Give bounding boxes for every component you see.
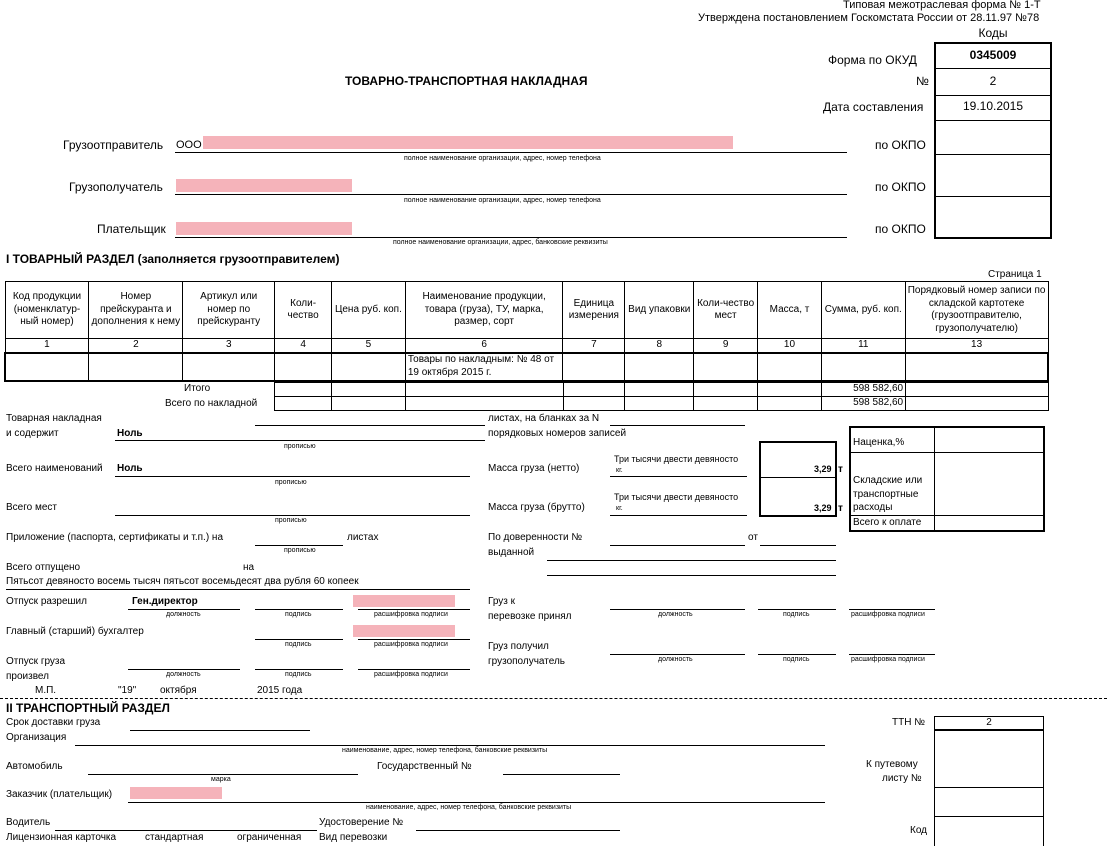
- markup-label: Наценка,%: [853, 437, 905, 448]
- redaction-consignee: [176, 179, 352, 192]
- director-position: Ген.директор: [132, 596, 198, 607]
- gross-mass-words: Три тысячи двести девяносто: [614, 492, 739, 502]
- car-label: Автомобиль: [6, 761, 63, 772]
- redaction-director: [353, 595, 455, 607]
- release-allowed-label: Отпуск разрешил: [6, 596, 87, 607]
- customer-label: Заказчик (плательщик): [6, 789, 113, 800]
- shipper-label: Грузоотправитель: [63, 138, 164, 152]
- date-label: Дата составления: [823, 100, 924, 114]
- sheets-blanks: листах, на бланках за N: [488, 413, 600, 424]
- delivery-label: Срок доставки груза: [6, 717, 101, 728]
- date-value: 19.10.2015: [962, 99, 1024, 113]
- gross-mass-value: 3,29: [814, 503, 832, 513]
- ttn-label-2: и содержит: [6, 428, 59, 439]
- total-sum: 598 582,60: [822, 383, 906, 397]
- net-mass-label: Масса груза (нетто): [488, 463, 580, 474]
- customer-hint: наименование, адрес, номер телефона, банковские реквизиты: [366, 804, 572, 811]
- sheets-label: листах: [347, 532, 379, 543]
- codes-box: [934, 42, 1052, 239]
- cargo-accepted-1: Груз к: [488, 596, 516, 607]
- net-mass-words: Три тысячи двести девяносто: [614, 454, 739, 464]
- attach-label: Приложение (паспорта, сертификаты и т.п.) на: [6, 532, 224, 543]
- total-label: Итого: [184, 383, 211, 394]
- shipper-value: ООО: [176, 139, 202, 151]
- date-year: 2015 года: [257, 685, 303, 696]
- gross-unit: т: [838, 503, 843, 514]
- goods-row-name: Товары по накладным: № 48 от 19 октября 2015 г.: [405, 353, 563, 381]
- ttn-label-1: Товарная накладная: [6, 413, 102, 424]
- form-type: Типовая межотраслевая форма № 1-Т: [843, 0, 1041, 11]
- hint-decode-3: расшифровка подписи: [374, 671, 448, 678]
- total-names-value: Ноль: [117, 463, 143, 474]
- hint-decode-r1: расшифровка подписи: [851, 611, 925, 618]
- col-header-pricelist: Номер прейскуранта и дополнения к нему: [89, 282, 183, 339]
- hint-signature-r2: подпись: [783, 656, 810, 663]
- codes-heading: Коды: [978, 26, 1008, 40]
- total-places-label: Всего мест: [6, 502, 58, 513]
- col-num: 3: [183, 339, 275, 353]
- doc-number-value: 2: [989, 74, 997, 88]
- section1-title: I ТОВАРНЫЙ РАЗДЕЛ (заполняется грузоотправителем): [6, 252, 340, 266]
- section2-title: II ТРАНСПОРТНЫЙ РАЗДЕЛ: [6, 701, 170, 715]
- col-num: 6: [405, 339, 563, 353]
- total-invoice-label: Всего по накладной: [165, 398, 258, 409]
- doc-number-label: №: [916, 74, 929, 88]
- gross-mass-label: Масса груза (брутто): [488, 502, 585, 513]
- col-header-article: Артикул или номер по прейскуранту: [183, 282, 275, 339]
- warehouse-label: Складские или транспортные расходы: [853, 475, 923, 513]
- hint-position-r1: должность: [658, 611, 693, 618]
- approval-line: Утверждена постановлением Госкомстата России от 28.11.97 №78: [698, 12, 1040, 24]
- col-num: 5: [332, 339, 406, 353]
- net-unit: т: [838, 464, 843, 475]
- waybill-label-1: К путевому: [866, 759, 918, 770]
- hint-signature-r1: подпись: [783, 611, 810, 618]
- hint-words-2: прописью: [275, 479, 307, 486]
- hint-decode-2: расшифровка подписи: [374, 641, 448, 648]
- col-header-unit: Единица измерения: [563, 282, 625, 339]
- okud-label: Форма по ОКУД: [828, 53, 917, 67]
- reg-num-label: Государственный №: [377, 761, 472, 772]
- okpo-label-2: по ОКПО: [875, 180, 926, 194]
- col-header-code: Код продукции (номенклатур-ный номер): [5, 282, 89, 339]
- total-names-label: Всего наименований: [6, 463, 103, 474]
- amount-words: Пятьсот девяносто восемь тысяч пятьсот восемьдесят два рубля 60 копеек: [6, 576, 359, 587]
- totals-table: [274, 382, 1049, 411]
- from-label: от: [748, 532, 758, 543]
- redaction-acc: [353, 625, 455, 637]
- col-header-price: Цена руб. коп.: [332, 282, 406, 339]
- col-num: 9: [694, 339, 758, 353]
- date-day: "19": [118, 685, 137, 696]
- waybill-label-2: листу №: [882, 773, 922, 784]
- col-num: 4: [275, 339, 332, 353]
- col-header-sum: Сумма, руб. коп.: [821, 282, 905, 339]
- waybill-box: [934, 730, 1044, 846]
- cut-line: [0, 698, 1107, 699]
- hint-position-r2: должность: [658, 656, 693, 663]
- redaction-customer: [130, 787, 222, 799]
- col-num: 1: [5, 339, 89, 353]
- col-header-record: Порядковый номер записи по складской картотеке (грузоотправителю, грузополучателю): [905, 282, 1048, 339]
- total-invoice-sum: 598 582,60: [822, 397, 906, 411]
- col-num: 13: [905, 339, 1048, 353]
- okpo-label-1: по ОКПО: [875, 138, 926, 152]
- redaction-payer: [176, 222, 352, 235]
- code-label: Код: [910, 825, 928, 836]
- contains-value: Ноль: [117, 428, 143, 439]
- payer-label: Плательщик: [97, 222, 166, 236]
- cargo-received-1: Груз получил: [488, 641, 549, 652]
- shipper-hint: полное наименование организации, адрес, номер телефона: [404, 155, 601, 162]
- release-done-1: Отпуск груза: [6, 656, 66, 667]
- goods-table: [4, 281, 1049, 382]
- okud-value: 0345009: [969, 48, 1017, 62]
- col-header-package: Вид упаковки: [625, 282, 694, 339]
- chief-acc-label: Главный (старший) бухгалтер: [6, 626, 144, 637]
- org-hint: наименование, адрес, номер телефона, банковские реквизиты: [342, 747, 548, 754]
- ttn-label: ТТН №: [892, 717, 925, 728]
- card-label: Лицензионная карточка: [6, 832, 117, 843]
- records-label: порядковых номеров записей: [488, 428, 627, 439]
- on-label: на: [243, 562, 255, 573]
- org-label: Организация: [6, 732, 67, 743]
- issued-label: выданной: [488, 547, 535, 558]
- col-num: 7: [563, 339, 625, 353]
- col-header-places: Коли-чество мест: [694, 282, 758, 339]
- col-num: 2: [89, 339, 183, 353]
- license-label: Удостоверение №: [319, 817, 404, 828]
- col-header-mass: Масса, т: [758, 282, 822, 339]
- hint-decode-r2: расшифровка подписи: [851, 656, 925, 663]
- hint-words-1: прописью: [284, 443, 316, 450]
- col-header-name: Наименование продукции, товара (груза), ТУ, марка, размер, сорт: [405, 282, 563, 339]
- col-num: 10: [758, 339, 822, 353]
- net-mass-value: 3,29: [814, 464, 832, 474]
- document-title: ТОВАРНО-ТРАНСПОРТНАЯ НАКЛАДНАЯ: [345, 74, 588, 88]
- col-header-quantity: Коли-чество: [275, 282, 332, 339]
- brand-hint: марка: [211, 776, 231, 783]
- consignee-hint: полное наименование организации, адрес, номер телефона: [404, 197, 601, 204]
- hint-position-3: должность: [166, 671, 201, 678]
- poa-label: По доверенности №: [488, 532, 583, 543]
- page-number: Страница 1: [988, 269, 1042, 280]
- payer-hint: полное наименование организации, адрес, банковские реквизиты: [393, 239, 608, 246]
- hint-signature-2: подпись: [285, 641, 312, 648]
- redaction-shipper: [203, 136, 733, 149]
- hint-position: должность: [166, 611, 201, 618]
- release-done-2: произвел: [6, 671, 49, 682]
- col-num: 11: [821, 339, 905, 353]
- cargo-received-2: грузополучатель: [488, 656, 566, 667]
- limited-label: ограниченная: [237, 832, 302, 843]
- col-num: 8: [625, 339, 694, 353]
- released-label: Всего отпущено: [6, 562, 81, 573]
- hint-decode: расшифровка подписи: [374, 611, 448, 618]
- transport-type-label: Вид перевозки: [319, 832, 388, 843]
- consignee-label: Грузополучатель: [69, 180, 163, 194]
- okpo-label-3: по ОКПО: [875, 222, 926, 236]
- standard-label: стандартная: [145, 832, 204, 843]
- stamp-mp: М.П.: [35, 685, 57, 696]
- date-month: октября: [160, 685, 197, 696]
- hint-words-4: прописью: [284, 547, 316, 554]
- gross-kg: кг.: [616, 505, 623, 512]
- hint-signature-3: подпись: [285, 671, 312, 678]
- net-kg: кг.: [616, 467, 623, 474]
- total-pay-label: Всего к оплате: [853, 517, 922, 528]
- hint-signature: подпись: [285, 611, 312, 618]
- ttn-value: 2: [986, 717, 992, 728]
- driver-label: Водитель: [6, 817, 51, 828]
- hint-words-3: прописью: [275, 517, 307, 524]
- cargo-accepted-2: перевозке принял: [488, 611, 572, 622]
